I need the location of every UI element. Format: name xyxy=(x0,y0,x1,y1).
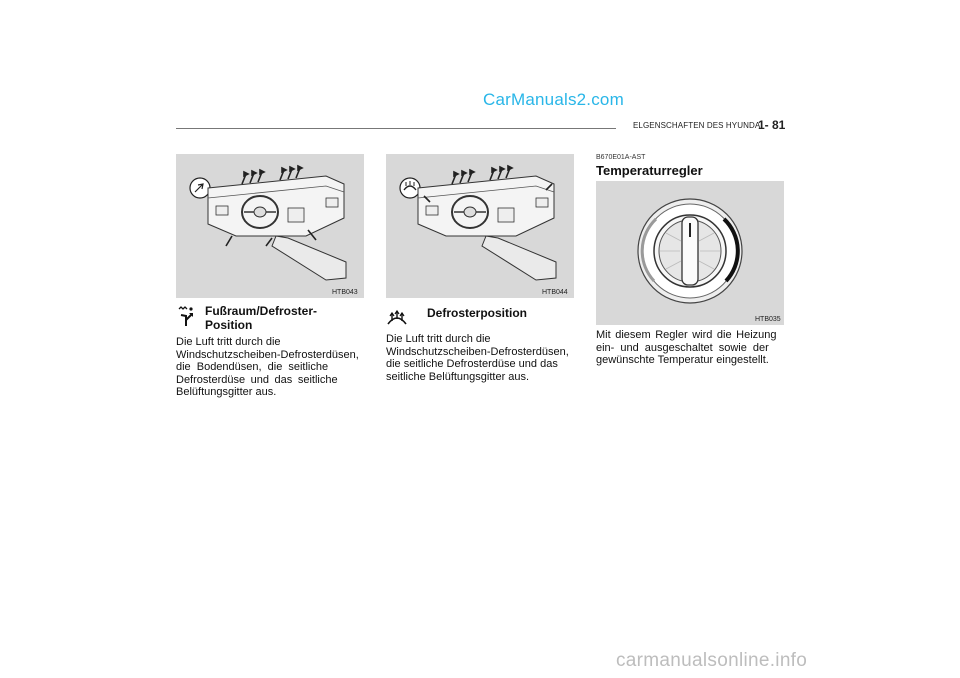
body-line: gewünschte Temperatur eingestellt. xyxy=(596,354,769,366)
body-line: die seitliche Defrosterdüse und das xyxy=(386,358,558,370)
defrost-icon xyxy=(386,308,408,326)
header-section-title: ELGENSCHAFTEN DES HYUNDAI xyxy=(633,121,763,130)
page-number: 1- 81 xyxy=(758,118,786,132)
body-line: Windschutzscheiben-Defrosterdüsen, xyxy=(386,345,569,358)
figure-code-htb043: HTB043 xyxy=(332,289,358,296)
header-rule xyxy=(176,128,616,129)
body-line: Windschutzscheiben-Defrosterdüsen, xyxy=(176,348,359,361)
body-line: die Bodendüsen, die seitliche xyxy=(176,361,329,373)
dashboard-illustration-2 xyxy=(386,154,574,298)
heading-footwell-line1: Fußraum/Defroster- xyxy=(205,304,318,318)
heading-footwell-defroster xyxy=(205,304,317,332)
section-code: B670E01A-AST xyxy=(596,154,646,161)
figure-footwell-defroster xyxy=(176,154,364,298)
temperature-knob-illustration xyxy=(596,181,784,325)
body-line: Belüftungsgitter aus. xyxy=(176,386,277,398)
carmanualsonline-link[interactable]: carmanualsonline.info xyxy=(616,650,808,671)
body-line: Die Luft tritt durch die xyxy=(176,336,281,348)
heading-footwell-line2: Position xyxy=(205,318,253,332)
heading-defroster: Defrosterposition xyxy=(427,306,528,320)
figure-code-htb035: HTB035 xyxy=(755,316,781,323)
body-line: Die Luft tritt durch die xyxy=(386,333,491,345)
body-line: Mit diesem Regler wird die Heizung xyxy=(596,329,777,341)
figure-temperature-knob xyxy=(596,181,784,325)
title-temperaturregler: Temperaturregler xyxy=(596,163,703,178)
body-line: seitliche Belüftungsgitter aus. xyxy=(386,370,530,383)
body-line: Defrosterdüse und das seitliche xyxy=(176,373,338,386)
carmanuals2-link[interactable]: CarManuals2.com xyxy=(483,90,624,109)
figure-defroster xyxy=(386,154,574,298)
dashboard-illustration-1 xyxy=(176,154,364,298)
body-temperaturregler xyxy=(596,329,784,367)
figure-code-htb044: HTB044 xyxy=(542,289,568,296)
footwell-defrost-icon xyxy=(176,306,196,328)
body-line: ein- und ausgeschaltet sowie der xyxy=(596,341,769,354)
body-defroster xyxy=(386,333,574,383)
body-footwell-defroster xyxy=(176,336,364,399)
